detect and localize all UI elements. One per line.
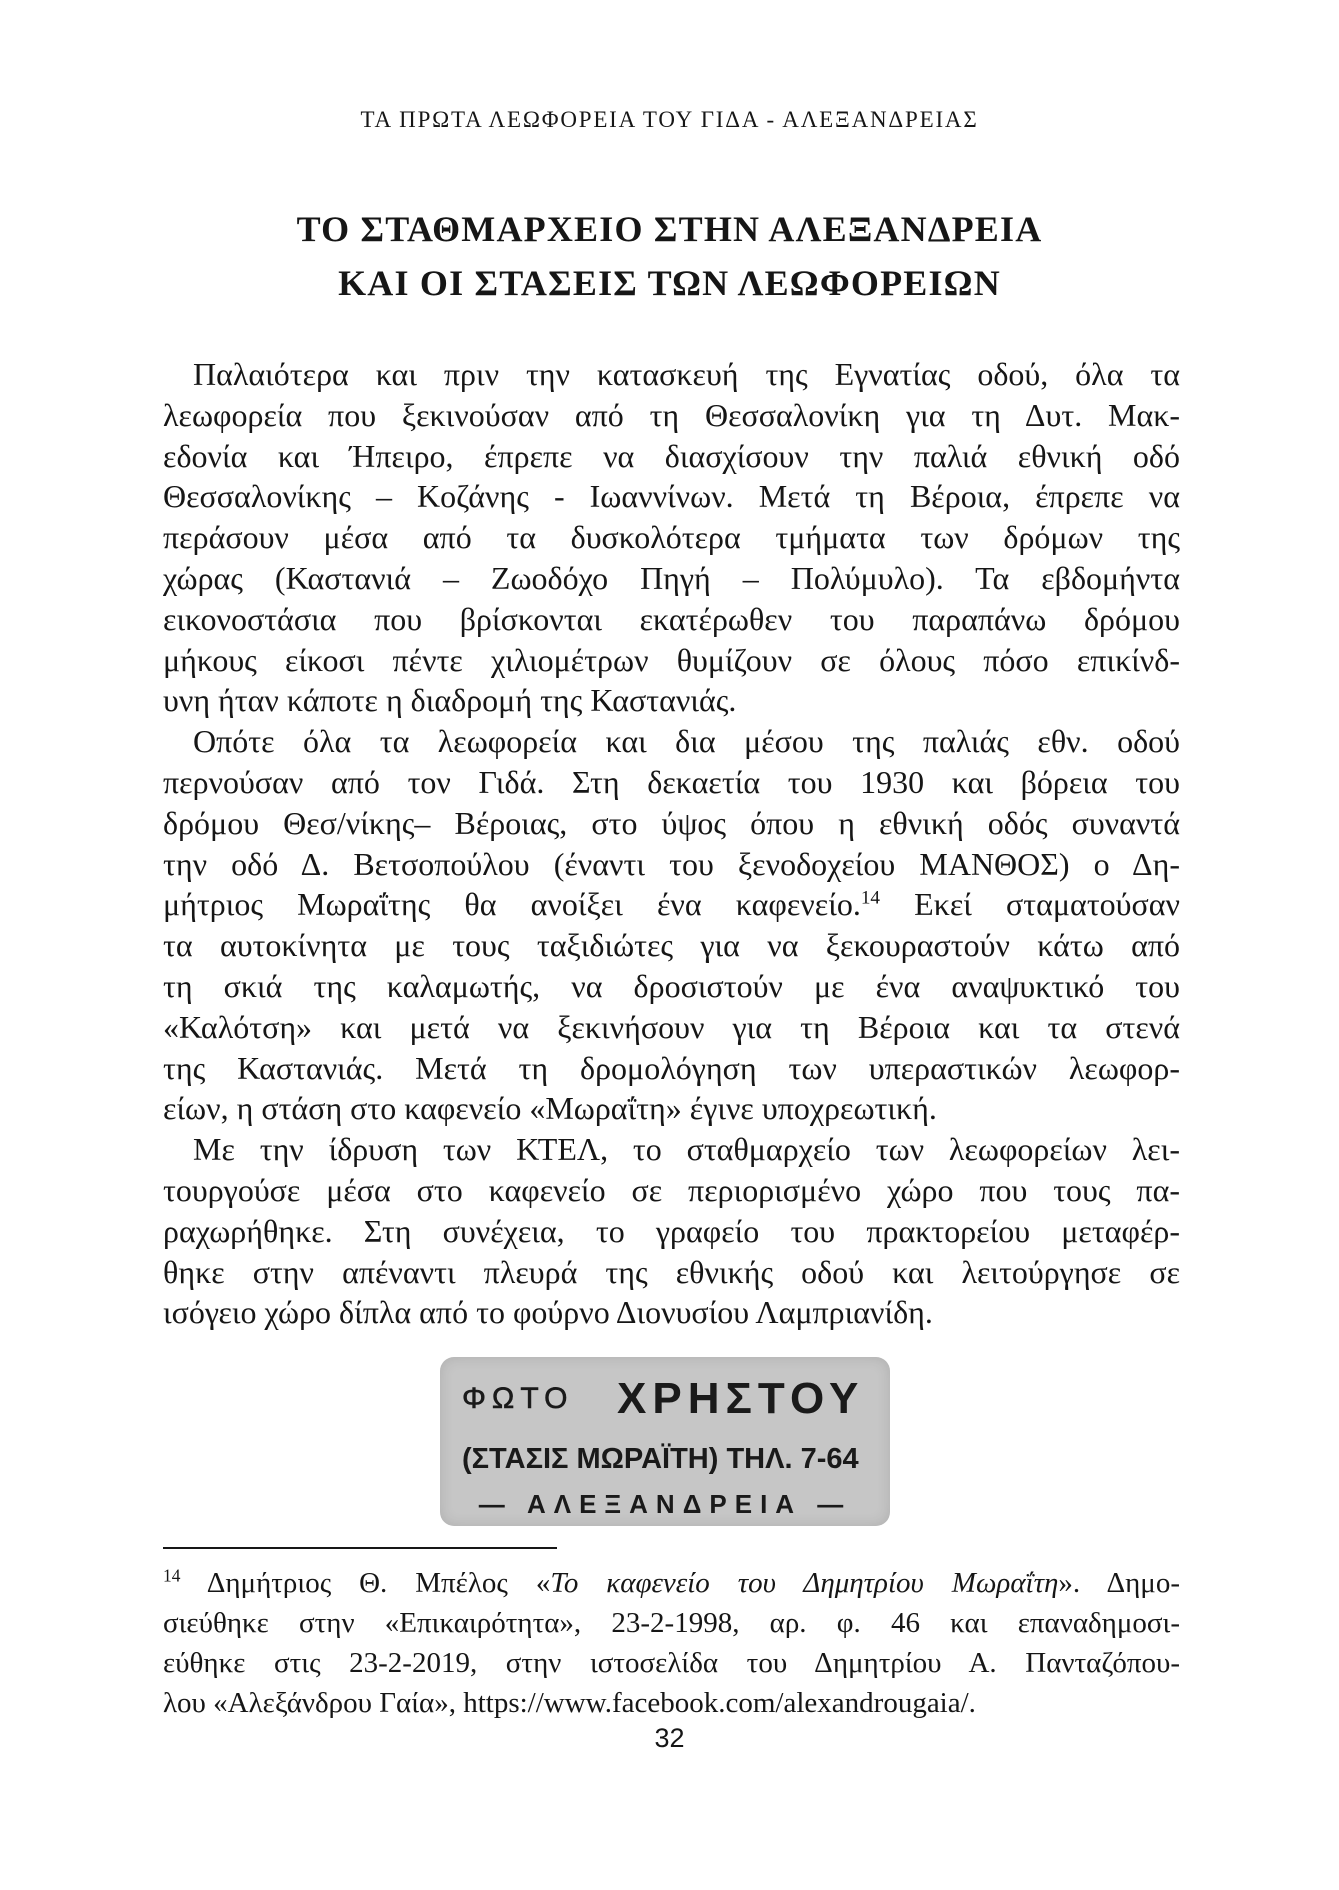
- chapter-title: [0, 202, 1339, 310]
- text-line: χώρας (Καστανιά – Ζωοδόχο Πηγή – Πολύμυλο). Τα εβδομήντα: [163, 559, 1180, 596]
- text-line: Παλαιότερα και πριν την κατασκευή της Εγνατίας οδού, όλα τα: [193, 356, 1180, 392]
- footnote-reference: 14: [860, 887, 881, 909]
- page-number: 32: [654, 1723, 685, 1753]
- chapter-title-line-1: ΤΟ ΣΤΑΘΜΑΡΧΕΙΟ ΣΤΗΝ ΑΛΕΞΑΝΔΡΕΙΑ: [296, 209, 1043, 249]
- stamp-text-name: ΧΡΗΣΤΟΥ: [617, 1374, 865, 1423]
- footnote-line: [163, 1563, 1180, 1603]
- body-text: [163, 354, 1180, 1333]
- text-line: Οπότε όλα τα λεωφορεία και δια μέσου της παλιάς εθν. οδού: [193, 723, 1180, 760]
- footnote-line: σιεύθηκε στην «Επικαιρότητα», 23-2-1998, αρ. φ. 46 και επαναδημοσι-: [163, 1607, 1180, 1639]
- text-line: ισόγειο χώρο δίπλα από το φούρνο Διονυσίου Λαμπριανίδη.: [163, 1294, 933, 1331]
- text-segment: Εκεί σταματούσαν: [880, 886, 1181, 923]
- footnote-article-title: Το καφενείο του Δημητρίου Μωραΐτη: [550, 1567, 1059, 1599]
- footnote-segment: Δημήτριος Θ. Μπέλος «: [180, 1567, 551, 1599]
- text-line: τα αυτοκίνητα με τους ταξιδιώτες για να ξεκουραστούν κάτω από: [163, 927, 1180, 964]
- text-line: εδονία και Ήπειρο, έπρεπε να διασχίσουν την παλιά εθνική οδό: [163, 437, 1180, 474]
- photo-studio-stamp-image: [440, 1357, 890, 1526]
- footnote-number: 14: [163, 1565, 181, 1586]
- text-line: είων, η στάση στο καφενείο «Μωραΐτη» έγινε υποχρεωτική.: [163, 1090, 937, 1127]
- text-line: δρόμου Θεσ/νίκης– Βέροιας, στο ύψος όπου η εθνική οδός συναντά: [163, 804, 1180, 841]
- footnote-line: λου «Αλεξάνδρου Γαία», https://www.facebook.com/alexandrougaia/.: [163, 1687, 976, 1719]
- paragraph: [163, 354, 1180, 721]
- text-line: εικονοστάσια που βρίσκονται εκατέρωθεν του παραπάνω δρόμου: [163, 600, 1180, 637]
- stamp-text-photo: ΦΩΤΟ: [462, 1382, 574, 1415]
- paragraph: [163, 721, 1180, 1129]
- footnote-segment: ». Δημο-: [1058, 1567, 1181, 1599]
- text-line: υνη ήταν κάποτε η διαδρομή της Καστανιάς.: [163, 682, 737, 719]
- text-line: τουργούσε μέσα στο καφενείο σε περιορισμένο χώρο που τους πα-: [163, 1171, 1180, 1208]
- chapter-title-line-2: ΚΑΙ ΟΙ ΣΤΑΣΕΙΣ ΤΩΝ ΛΕΩΦΟΡΕΙΩΝ: [338, 263, 1001, 303]
- footnote-line: εύθηκε στις 23-2-2019, στην ιστοσελίδα του Δημητρίου Α. Πανταζόπου-: [163, 1647, 1180, 1679]
- text-segment: μήτριος Μωραΐτης θα ανοίξει ένα καφενείο.: [163, 886, 861, 923]
- footnote: [163, 1563, 1180, 1723]
- text-line: Θεσσαλονίκης – Κοζάνης - Ιωαννίνων. Μετά τη Βέροια, έπρεπε να: [163, 478, 1180, 515]
- text-line: τη σκιά της καλαμωτής, να δροσιστούν με ένα αναψυκτικό του: [163, 967, 1180, 1004]
- text-line: θηκε στην απέναντι πλευρά της εθνικής οδού και λειτούργησε σε: [163, 1253, 1180, 1290]
- text-line: «Καλότση» και μετά να ξεκινήσουν για τη Βέροια και τα στενά: [163, 1008, 1180, 1045]
- stamp-text-town: — ΑΛΕΞΑΝΔΡΕΙΑ —: [478, 1489, 852, 1519]
- stamp-text-address: (ΣΤΑΣΙΣ ΜΩΡΑΪΤΗ) ΤΗΛ. 7-64: [462, 1443, 859, 1475]
- text-line: την οδό Δ. Βετσοπούλου (έναντι του ξενοδοχείου ΜΑΝΘΟΣ) ο Δη-: [163, 845, 1180, 882]
- text-line: Με την ίδρυση των ΚΤΕΛ, το σταθμαρχείο των λεωφορείων λει-: [193, 1131, 1180, 1168]
- text-line: περνούσαν από τον Γιδά. Στη δεκαετία του 1930 και βόρεια του: [163, 763, 1180, 800]
- text-line: περάσουν μέσα από τα δυσκολότερα τμήματα των δρόμων της: [163, 519, 1180, 556]
- text-line: μήκους είκοσι πέντε χιλιομέτρων θυμίζουν σε όλους πόσο επικίνδ-: [163, 641, 1180, 678]
- text-line: ραχωρήθηκε. Στη συνέχεια, το γραφείο του πρακτορείου μεταφέρ-: [163, 1212, 1180, 1249]
- paragraph: [163, 1129, 1180, 1333]
- footnote-divider: [163, 1547, 557, 1549]
- text-line: λεωφορεία που ξεκινούσαν από τη Θεσσαλονίκη για τη Δυτ. Μακ-: [163, 396, 1180, 433]
- text-line: της Καστανιάς. Μετά τη δρομολόγηση των υπεραστικών λεωφορ-: [163, 1049, 1180, 1086]
- running-head: ΤΑ ΠΡΩΤΑ ΛΕΩΦΟΡΕΙΑ ΤΟΥ ΓΙΔΑ - ΑΛΕΞΑΝΔΡΕΙΑΣ: [360, 107, 979, 132]
- text-line: [163, 884, 1180, 925]
